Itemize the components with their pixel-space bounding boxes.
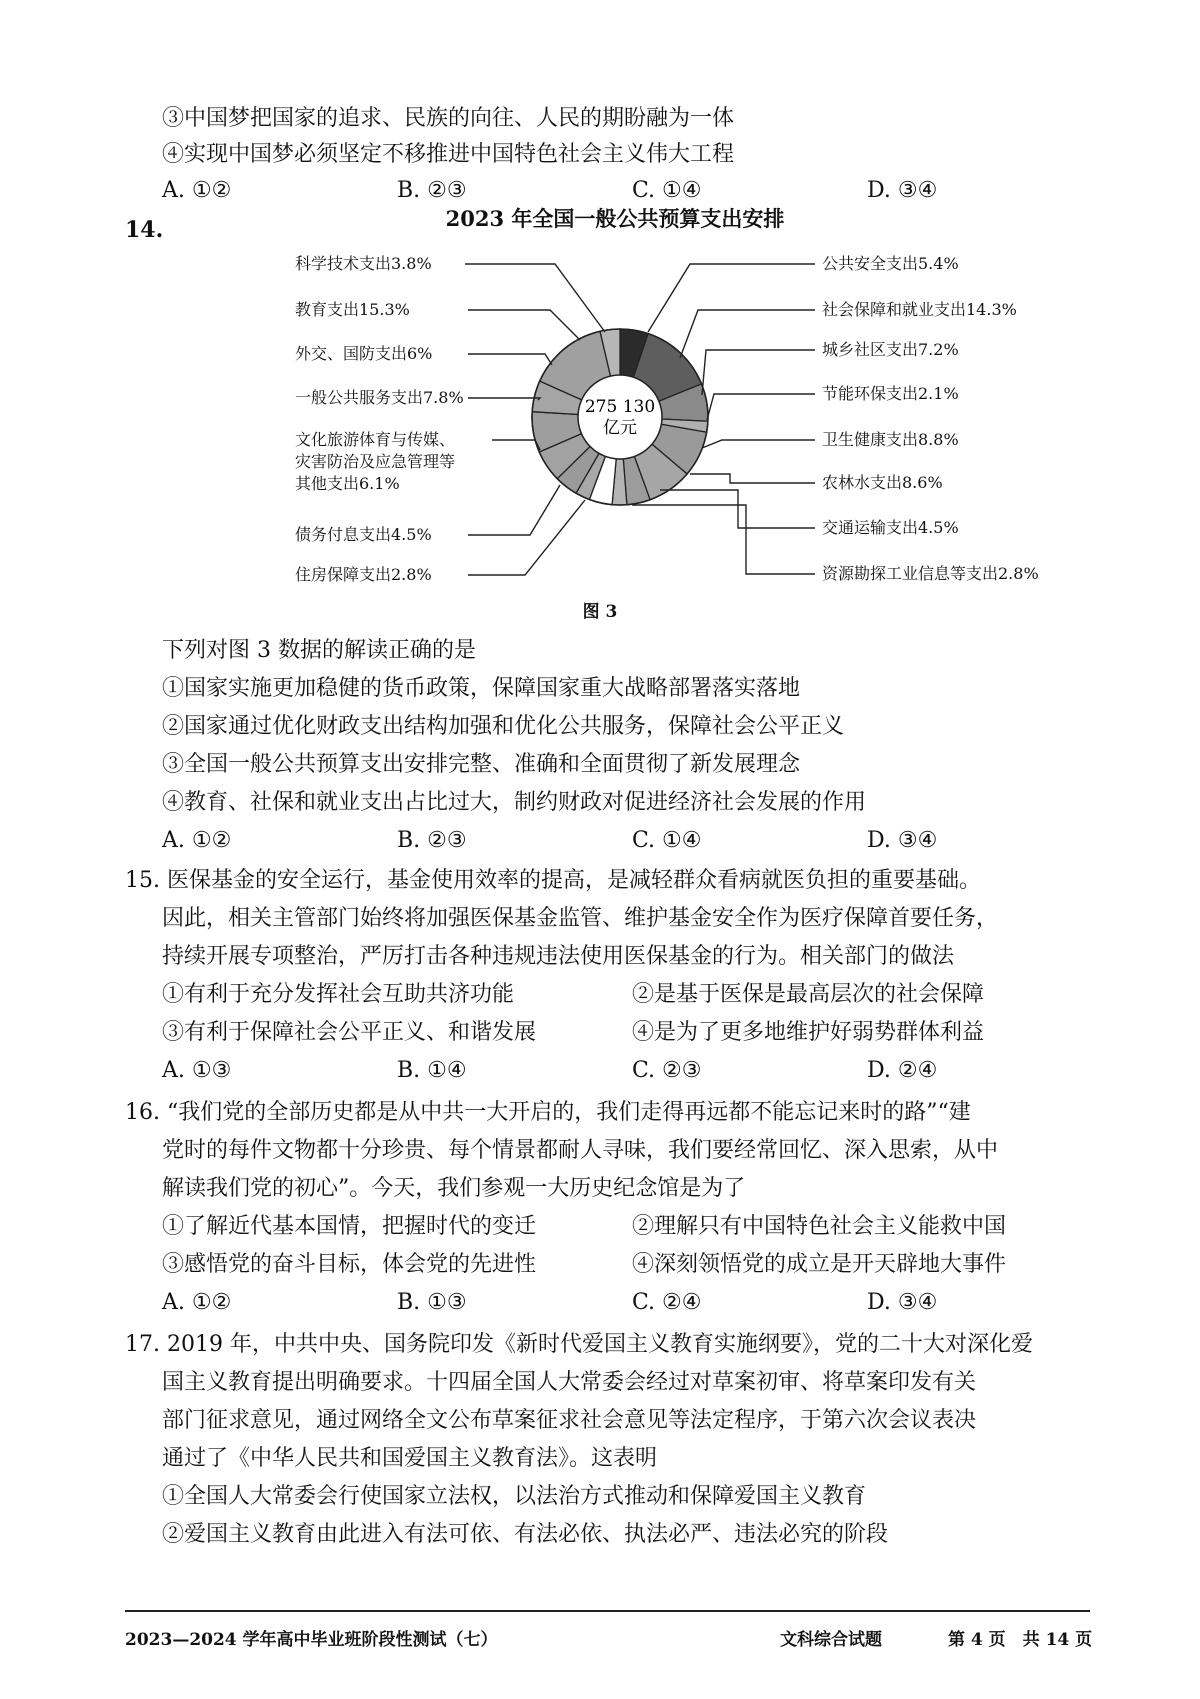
slice-label: 教育支出15.3% [295, 300, 410, 319]
slice-label: 外交、国防支出6% [295, 344, 433, 363]
slice-label: 债务付息支出4.5% [295, 525, 432, 544]
option-b: B. ②③ [397, 178, 467, 203]
q16-item-1: ①了解近代基本国情，把握时代的变迁 [162, 1214, 537, 1239]
q16-item-3: ③感悟党的奋斗目标，体会党的先进性 [162, 1252, 537, 1277]
slice-label: 公共安全支出5.4% [822, 254, 959, 273]
slice-label: 一般公共服务支出7.8% [295, 388, 464, 407]
q17-line-1: 17. 2019 年，中共中央、国务院印发《新时代爱国主义教育实施纲要》，党的二十大对深化爱 [125, 1332, 1033, 1357]
footer-exam-title: 2023—2024 学年高中毕业班阶段性测试（七） [125, 1630, 498, 1650]
leader-line [660, 490, 815, 528]
footer-page-number: 第 4 页 共 14 页 [948, 1630, 1093, 1650]
q16-line-3: 解读我们党的初心”。今天，我们参观一大历史纪念馆是为了 [162, 1176, 746, 1201]
option-b: B. ①④ [397, 1058, 467, 1083]
leader-line [465, 264, 605, 332]
q15-items-row-1 [162, 980, 1102, 1010]
option-a: A. ①② [162, 828, 232, 853]
q15-items-row-2 [162, 1018, 1102, 1048]
slice-label: 其他支出6.1% [295, 474, 400, 493]
q14-item-1: ①国家实施更加稳健的货币政策，保障国家重大战略部署落实落地 [162, 676, 801, 701]
slice-label: 灾害防治及应急管理等 [295, 452, 456, 471]
q14-item-2: ②国家通过优化财政支出结构加强和优化公共服务，保障社会公平正义 [162, 714, 845, 739]
budget-pie-chart [0, 200, 1200, 600]
q15-item-3: ③有利于保障社会公平正义、和谐发展 [162, 1020, 537, 1045]
leader-line [648, 264, 815, 332]
q17-line-3: 部门征求意见，通过网络全文公布草案征求社会意见等法定程序，于第六次会议表决 [162, 1408, 977, 1433]
leader-line [468, 354, 552, 365]
option-a: A. ①② [162, 1290, 232, 1315]
q17-line-2: 国主义教育提出明确要求。十四届全国人大常委会经过对草案初审、将草案印发有关 [162, 1370, 977, 1395]
pie-center-hole [578, 375, 662, 459]
leader-line [680, 310, 815, 358]
option-d: D. ③④ [867, 178, 938, 203]
slice-label: 卫生健康支出8.8% [822, 430, 959, 449]
answer-options-15 [162, 1056, 1102, 1086]
option-a: A. ①③ [162, 1058, 232, 1083]
q16-item-2: ②理解只有中国特色社会主义能救中国 [632, 1214, 1007, 1239]
q16-line-1: 16. “我们党的全部历史都是从中共一大开启的，我们走得再远都不能忘记来时的路”“建 [125, 1100, 971, 1125]
slice-label: 节能环保支出2.1% [822, 384, 959, 403]
q16-items-row-1 [162, 1212, 1102, 1242]
slice-label: 文化旅游体育与传媒、 [295, 430, 456, 449]
option-d: D. ③④ [867, 828, 938, 853]
slice-label: 城乡社区支出7.2% [822, 340, 959, 359]
slice-label: 住房保障支出2.8% [295, 565, 432, 584]
answer-options-14 [162, 826, 1102, 856]
q15-item-1: ①有利于充分发挥社会互助共济功能 [162, 982, 515, 1007]
option-c: C. ①④ [632, 178, 702, 203]
leader-line [492, 440, 540, 450]
slice-label: 交通运输支出4.5% [822, 518, 959, 537]
option-c: C. ①④ [632, 828, 702, 853]
q15-line-2: 因此，相关主管部门始终将加强医保基金监管、维护基金安全作为医疗保障首要任务， [162, 906, 999, 931]
slice-label: 科学技术支出3.8% [295, 254, 432, 273]
answer-options-16 [162, 1288, 1102, 1318]
leader-line [468, 485, 560, 535]
option-d: D. ③④ [867, 1290, 938, 1315]
option-statement-3: ③中国梦把国家的追求、民族的向往、人民的期盼融为一体 [162, 106, 735, 131]
center-unit: 亿元 [603, 418, 637, 438]
leader-line [468, 500, 585, 575]
option-b: B. ①③ [397, 1290, 467, 1315]
option-d: D. ②④ [867, 1058, 938, 1083]
option-c: C. ②③ [632, 1058, 702, 1083]
chart-title: 2023 年全国一般公共预算支出安排 [445, 206, 785, 231]
option-a: A. ①② [162, 178, 232, 203]
option-statement-4: ④实现中国梦必须坚定不移推进中国特色社会主义伟大工程 [162, 142, 735, 167]
slice-label: 社会保障和就业支出14.3% [822, 300, 1017, 319]
footer-divider [125, 1610, 1090, 1612]
leader-line [702, 440, 815, 448]
slice-label: 农林水支出8.6% [822, 473, 943, 492]
footer-subject: 文科综合试题 [780, 1630, 882, 1650]
q17-item-1: ①全国人大常委会行使国家立法权，以法治方式推动和保障爱国主义教育 [162, 1484, 867, 1509]
question-stem-14: 下列对图 3 数据的解读正确的是 [162, 638, 476, 663]
leader-line [468, 310, 580, 340]
q15-line-3: 持续开展专项整治，严厉打击各种违规违法使用医保基金的行为。相关部门的做法 [162, 944, 955, 969]
question-number-14: 14. [125, 217, 164, 243]
center-total-value: 275 130 [584, 397, 656, 417]
slice-label: 资源勘探工业信息等支出2.8% [822, 564, 1039, 583]
q16-line-2: 党时的每件文物都十分珍贵、每个情景都耐人寻味，我们要经常回忆、深入思索，从中 [162, 1138, 999, 1163]
leader-line [468, 398, 540, 400]
leader-line [690, 474, 815, 483]
figure-caption: 图 3 [582, 602, 618, 622]
q15-item-2: ②是基于医保是最高层次的社会保障 [632, 982, 985, 1007]
q15-item-4: ④是为了更多地维护好弱势群体利益 [632, 1020, 985, 1045]
leader-line [707, 394, 815, 420]
option-b: B. ②③ [397, 828, 467, 853]
option-c: C. ②④ [632, 1290, 702, 1315]
q15-line-1: 15. 医保基金的安全运行，基金使用效率的提高，是减轻群众看病就医负担的重要基础。 [125, 868, 981, 893]
q16-item-4: ④深刻领悟党的成立是开天辟地大事件 [632, 1252, 1007, 1277]
q16-items-row-2 [162, 1250, 1102, 1280]
q14-item-4: ④教育、社保和就业支出占比过大，制约财政对促进经济社会发展的作用 [162, 790, 867, 815]
q17-item-2: ②爱国主义教育由此进入有法可依、有法必依、执法必严、违法必究的阶段 [162, 1522, 889, 1547]
q17-line-4: 通过了《中华人民共和国爱国主义教育法》。这表明 [162, 1446, 658, 1471]
q14-item-3: ③全国一般公共预算支出安排完整、准确和全面贯彻了新发展理念 [162, 752, 801, 777]
leader-line [702, 350, 815, 395]
leader-line [632, 505, 815, 574]
